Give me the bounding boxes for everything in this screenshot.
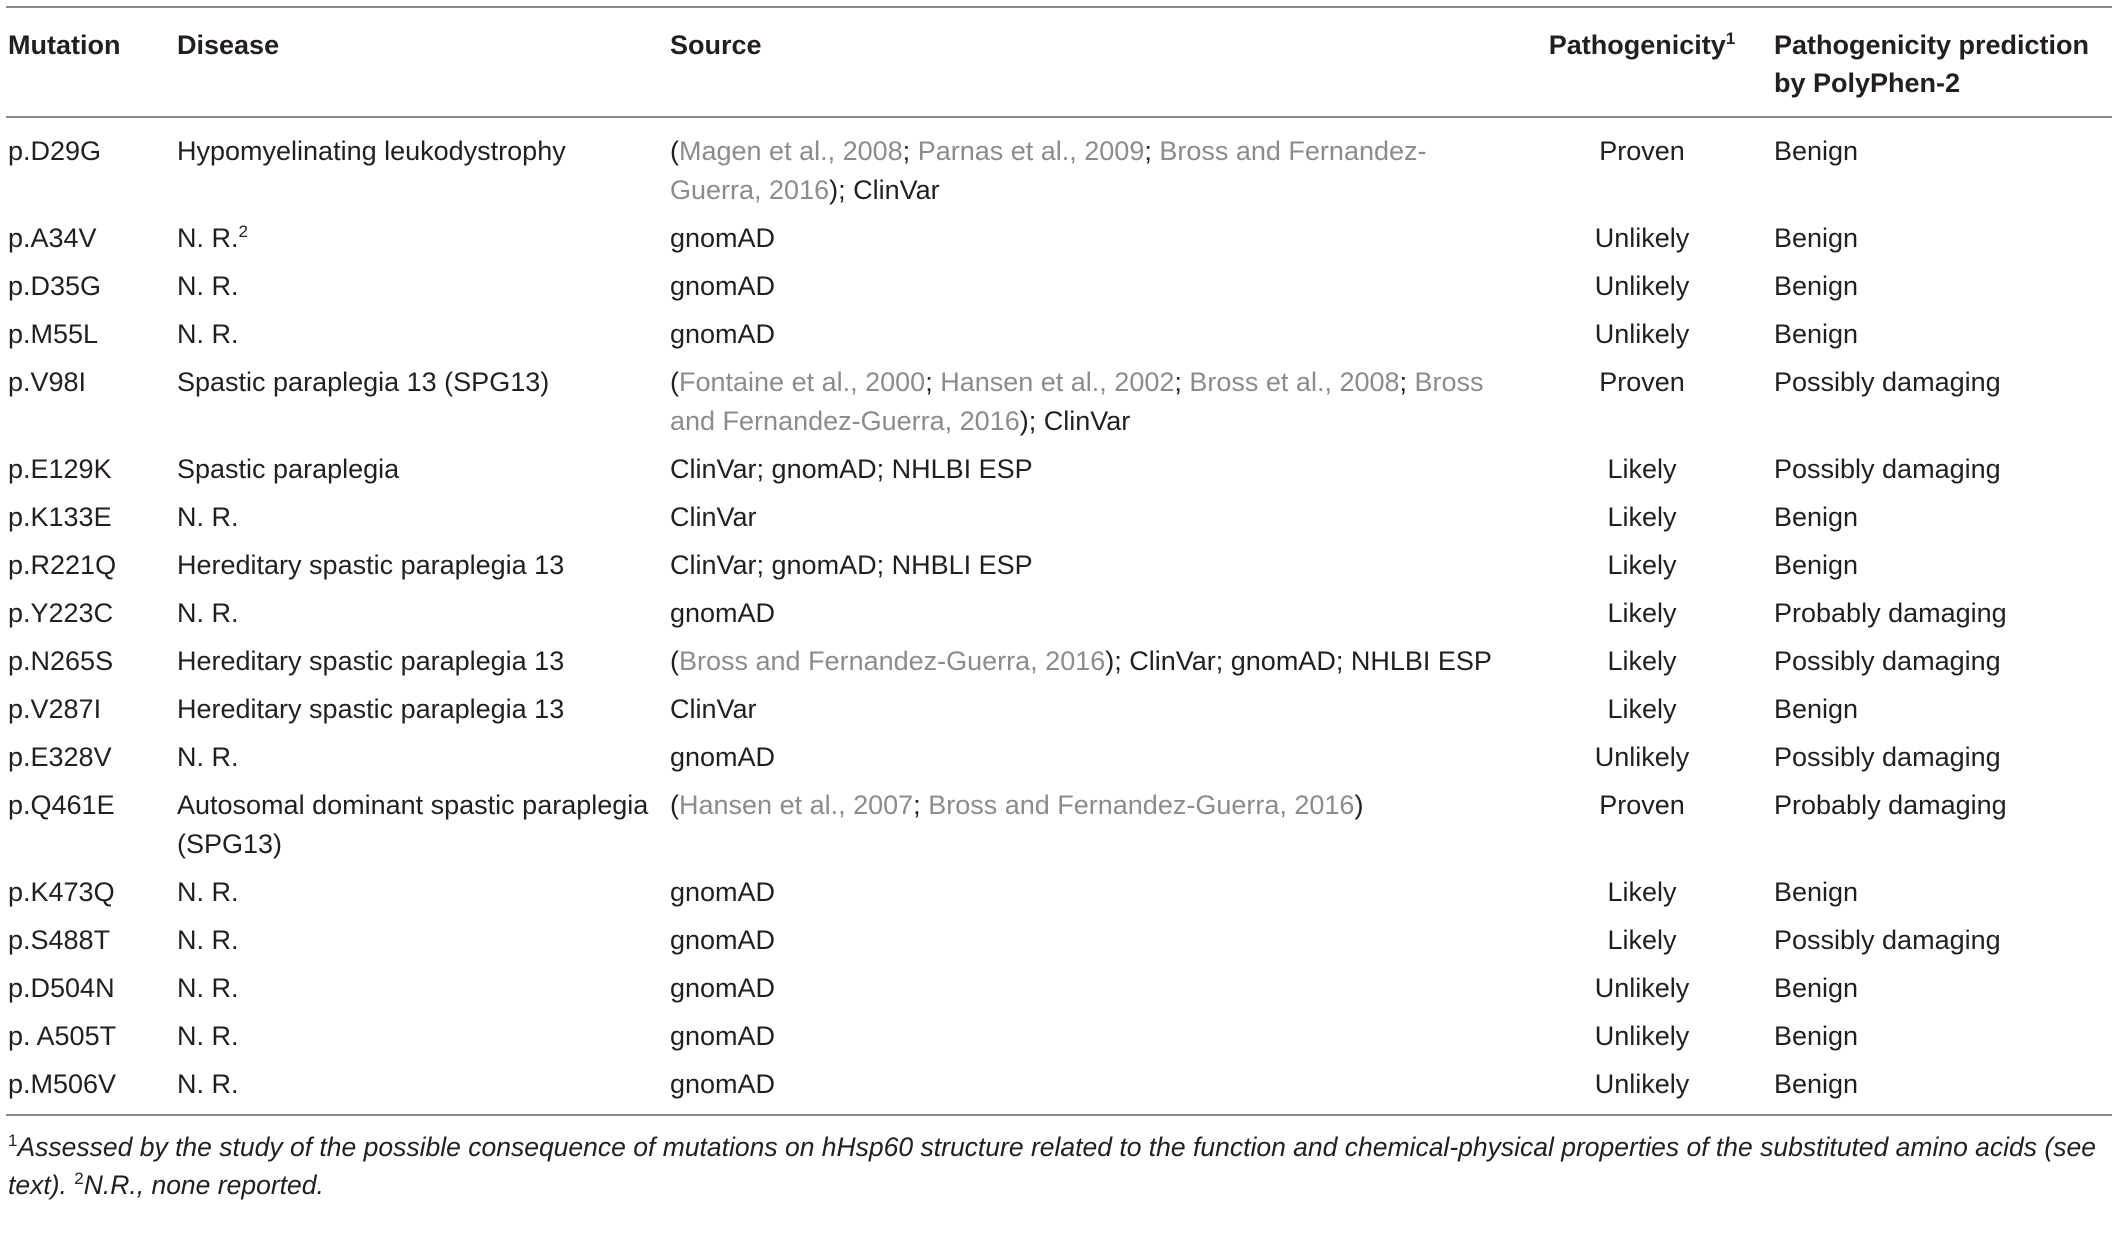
cell-source: gnomAD xyxy=(670,1021,776,1051)
cell-disease xyxy=(175,262,668,310)
cell-source: gnomAD xyxy=(670,1069,776,1099)
source-close: ) xyxy=(829,175,839,205)
header-pathogenicity-label: Pathogenicity xyxy=(1548,30,1726,60)
source-sep: ; xyxy=(1174,367,1190,397)
disease-text: N. R. xyxy=(177,877,239,907)
cell-disease xyxy=(175,733,668,781)
cell-disease xyxy=(175,358,668,445)
disease-text: N. R. xyxy=(177,973,239,1003)
citation-link[interactable]: Bross et al., 2008 xyxy=(1189,367,1400,397)
source-open: ( xyxy=(670,136,679,166)
cell-prediction: Benign xyxy=(1774,1069,1859,1099)
cell-mutation: p.E129K xyxy=(8,454,112,484)
cell-pathogenicity: Likely xyxy=(1607,877,1677,907)
cell-disease xyxy=(175,964,668,1012)
header-row xyxy=(6,7,2112,117)
cell-source: gnomAD xyxy=(670,271,776,301)
source-close: ); ClinVar xyxy=(1019,406,1131,436)
cell-source: ClinVar xyxy=(670,502,757,532)
cell-mutation: p.A34V xyxy=(8,223,97,253)
table-row xyxy=(6,637,2112,685)
cell-disease xyxy=(175,868,668,916)
cell-disease xyxy=(175,685,668,733)
table-row xyxy=(6,868,2112,916)
source-sep: ; xyxy=(1399,367,1415,397)
source-sep: ; xyxy=(925,367,941,397)
header-prediction xyxy=(1772,7,2112,117)
source-close: ) xyxy=(1354,790,1364,820)
disease-text: N. R. xyxy=(177,319,239,349)
disease-text: Spastic paraplegia xyxy=(177,454,400,484)
table-row xyxy=(6,685,2112,733)
header-mutation: Mutation xyxy=(8,30,121,60)
table-row xyxy=(6,117,2112,214)
cell-source: gnomAD xyxy=(670,319,776,349)
cell-prediction: Benign xyxy=(1774,136,1859,166)
cell-pathogenicity: Proven xyxy=(1599,790,1685,820)
table-row xyxy=(6,358,2112,445)
cell-source: gnomAD xyxy=(670,742,776,772)
cell-source: gnomAD xyxy=(670,925,776,955)
citation-link[interactable]: Bross and Fernandez-Guerra, 2016 xyxy=(670,367,1484,436)
disease-text: Hereditary spastic paraplegia 13 xyxy=(177,694,565,724)
cell-mutation: p.D29G xyxy=(8,136,102,166)
table-row xyxy=(6,493,2112,541)
cell-prediction: Benign xyxy=(1774,973,1859,1003)
cell-mutation: p. A505T xyxy=(8,1021,117,1051)
source-sep: ; xyxy=(1144,136,1160,166)
citation-link[interactable]: Bross and Fernandez-Guerra, 2016 xyxy=(670,136,1427,205)
cell-pathogenicity: Likely xyxy=(1607,550,1677,580)
cell-pathogenicity: Likely xyxy=(1607,646,1677,676)
cell-pathogenicity: Proven xyxy=(1599,136,1685,166)
cell-source xyxy=(668,445,1516,493)
cell-mutation: p.V98I xyxy=(8,367,87,397)
footnote-text-1: Assessed by the study of the possible consequence of mutations on hHsp60 structure related to the function and chemical-physical properties of the substituted amino acids (see text). xyxy=(8,1132,2096,1200)
source-part: ClinVar xyxy=(670,454,757,484)
footnote-mark-2: 2 xyxy=(74,1169,84,1189)
header-pathogenicity xyxy=(1516,7,1772,117)
cell-mutation: p.E328V xyxy=(8,742,112,772)
table-row xyxy=(6,916,2112,964)
table-row xyxy=(6,781,2112,868)
cell-mutation: p.R221Q xyxy=(8,550,117,580)
table-row xyxy=(6,214,2112,262)
table-row xyxy=(6,964,2112,1012)
header-source: Source xyxy=(670,30,762,60)
cell-disease xyxy=(175,589,668,637)
source-sep: ; xyxy=(902,136,918,166)
cell-prediction: Possibly damaging xyxy=(1774,454,2001,484)
table-row xyxy=(6,445,2112,493)
cell-mutation: p.M506V xyxy=(8,1069,117,1099)
source-sep: ; xyxy=(838,175,846,205)
disease-footnote-mark: 2 xyxy=(238,222,248,241)
cell-pathogenicity: Proven xyxy=(1599,367,1685,397)
cell-disease xyxy=(175,781,668,868)
citation-link[interactable]: Magen et al., 2008 xyxy=(679,136,903,166)
disease-text: N. R. xyxy=(177,271,239,301)
cell-prediction: Possibly damaging xyxy=(1774,367,2001,397)
cell-source: gnomAD xyxy=(670,973,776,1003)
source-close: ); ClinVar; gnomAD; NHLBI ESP xyxy=(1105,646,1492,676)
citation-link[interactable]: Bross and Fernandez-Guerra, 2016 xyxy=(928,790,1355,820)
cell-prediction: Benign xyxy=(1774,694,1859,724)
header-disease: Disease xyxy=(177,30,280,60)
disease-text: N. R. xyxy=(177,925,239,955)
footnote-mark-1: 1 xyxy=(8,1131,18,1151)
cell-pathogenicity: Unlikely xyxy=(1594,319,1690,349)
cell-disease xyxy=(175,214,668,262)
table-row xyxy=(6,589,2112,637)
disease-text: N. R. xyxy=(177,502,239,532)
table-header xyxy=(6,7,2112,117)
source-open: ( xyxy=(670,646,679,676)
cell-prediction: Benign xyxy=(1774,271,1859,301)
cell-pathogenicity: Likely xyxy=(1607,454,1677,484)
cell-source: gnomAD xyxy=(670,598,776,628)
disease-text: N. R. xyxy=(177,742,239,772)
disease-text: N. R. xyxy=(177,1069,239,1099)
header-pathogenicity-footnote-mark: 1 xyxy=(1725,29,1736,48)
cell-mutation: p.S488T xyxy=(8,925,111,955)
disease-text: Autosomal dominant spastic paraplegia (SPG13) xyxy=(177,790,649,859)
source-sep: ; xyxy=(913,790,929,820)
source-part: gnomAD; NHLBI ESP xyxy=(764,454,1033,484)
table-row xyxy=(6,310,2112,358)
citation-link[interactable]: Bross and Fernandez-Guerra, 2016 xyxy=(679,646,1106,676)
cell-disease xyxy=(175,117,668,214)
cell-pathogenicity: Likely xyxy=(1607,925,1677,955)
header-prediction-line1: Pathogenicity prediction xyxy=(1774,30,2090,60)
citation-link[interactable]: Parnas et al., 2009 xyxy=(917,136,1145,166)
cell-pathogenicity: Unlikely xyxy=(1594,1069,1690,1099)
cell-source: ClinVar; gnomAD; NHBLI ESP xyxy=(670,550,1033,580)
disease-text: Spastic paraplegia 13 (SPG13) xyxy=(177,367,550,397)
table-row xyxy=(6,262,2112,310)
disease-text: N. R. xyxy=(177,598,239,628)
cell-disease xyxy=(175,1012,668,1060)
cell-prediction: Benign xyxy=(1774,1021,1859,1051)
disease-text: Hereditary spastic paraplegia 13 xyxy=(177,646,565,676)
cell-source: ClinVar xyxy=(670,694,757,724)
cell-prediction: Possibly damaging xyxy=(1774,742,2001,772)
table-row xyxy=(6,1012,2112,1060)
cell-prediction: Probably damaging xyxy=(1774,790,2007,820)
cell-disease xyxy=(175,493,668,541)
cell-disease xyxy=(175,916,668,964)
mutation-table xyxy=(6,6,2112,1116)
cell-source xyxy=(668,781,1516,868)
cell-prediction: Benign xyxy=(1774,502,1859,532)
cell-prediction: Possibly damaging xyxy=(1774,646,2001,676)
cell-prediction: Benign xyxy=(1774,223,1859,253)
cell-mutation: p.M55L xyxy=(8,319,99,349)
header-prediction-line2: by PolyPhen-2 xyxy=(1774,68,1961,98)
cell-prediction: Benign xyxy=(1774,319,1859,349)
table-body xyxy=(6,117,2112,1115)
cell-pathogenicity: Likely xyxy=(1607,502,1677,532)
cell-mutation: p.D35G xyxy=(8,271,102,301)
cell-pathogenicity: Unlikely xyxy=(1594,1021,1690,1051)
cell-mutation: p.D504N xyxy=(8,973,115,1003)
cell-disease xyxy=(175,445,668,493)
cell-pathogenicity: Likely xyxy=(1607,598,1677,628)
cell-mutation: p.N265S xyxy=(8,646,114,676)
cell-prediction: Probably damaging xyxy=(1774,598,2007,628)
source-open: ( xyxy=(670,367,679,397)
source-tail: ClinVar xyxy=(845,175,940,205)
cell-pathogenicity: Unlikely xyxy=(1594,742,1690,772)
cell-prediction: Benign xyxy=(1774,877,1859,907)
cell-source xyxy=(668,358,1516,445)
cell-disease xyxy=(175,541,668,589)
cell-mutation: p.K133E xyxy=(8,502,112,532)
cell-mutation: p.Y223C xyxy=(8,598,114,628)
cell-mutation: p.Q461E xyxy=(8,790,115,820)
cell-pathogenicity: Likely xyxy=(1607,694,1677,724)
cell-source: gnomAD xyxy=(670,877,776,907)
table-row xyxy=(6,733,2112,781)
source-open: ( xyxy=(670,790,679,820)
document-page xyxy=(0,6,2118,1247)
cell-disease xyxy=(175,310,668,358)
citation-link[interactable]: Fontaine et al., 2000 xyxy=(679,367,926,397)
source-sep: ; xyxy=(756,454,765,484)
cell-mutation: p.V287I xyxy=(8,694,102,724)
disease-text: N. R. xyxy=(177,223,239,253)
cell-mutation: p.K473Q xyxy=(8,877,115,907)
citation-link[interactable]: Hansen et al., 2002 xyxy=(940,367,1175,397)
disease-text: Hypomyelinating leukodystrophy xyxy=(177,136,566,166)
cell-source xyxy=(668,637,1516,685)
table-row xyxy=(6,541,2112,589)
table-footnote xyxy=(6,1116,2112,1204)
table-row xyxy=(6,1060,2112,1115)
citation-link[interactable]: Hansen et al., 2007 xyxy=(679,790,914,820)
cell-disease xyxy=(175,637,668,685)
cell-pathogenicity: Unlikely xyxy=(1594,973,1690,1003)
cell-pathogenicity: Unlikely xyxy=(1594,271,1690,301)
cell-source: gnomAD xyxy=(670,223,776,253)
disease-text: N. R. xyxy=(177,1021,239,1051)
cell-disease xyxy=(175,1060,668,1115)
cell-prediction: Benign xyxy=(1774,550,1859,580)
footnote-text-2: N.R., none reported. xyxy=(83,1170,324,1200)
cell-pathogenicity: Unlikely xyxy=(1594,223,1690,253)
disease-text: Hereditary spastic paraplegia 13 xyxy=(177,550,565,580)
cell-prediction: Possibly damaging xyxy=(1774,925,2001,955)
cell-source xyxy=(668,117,1516,214)
